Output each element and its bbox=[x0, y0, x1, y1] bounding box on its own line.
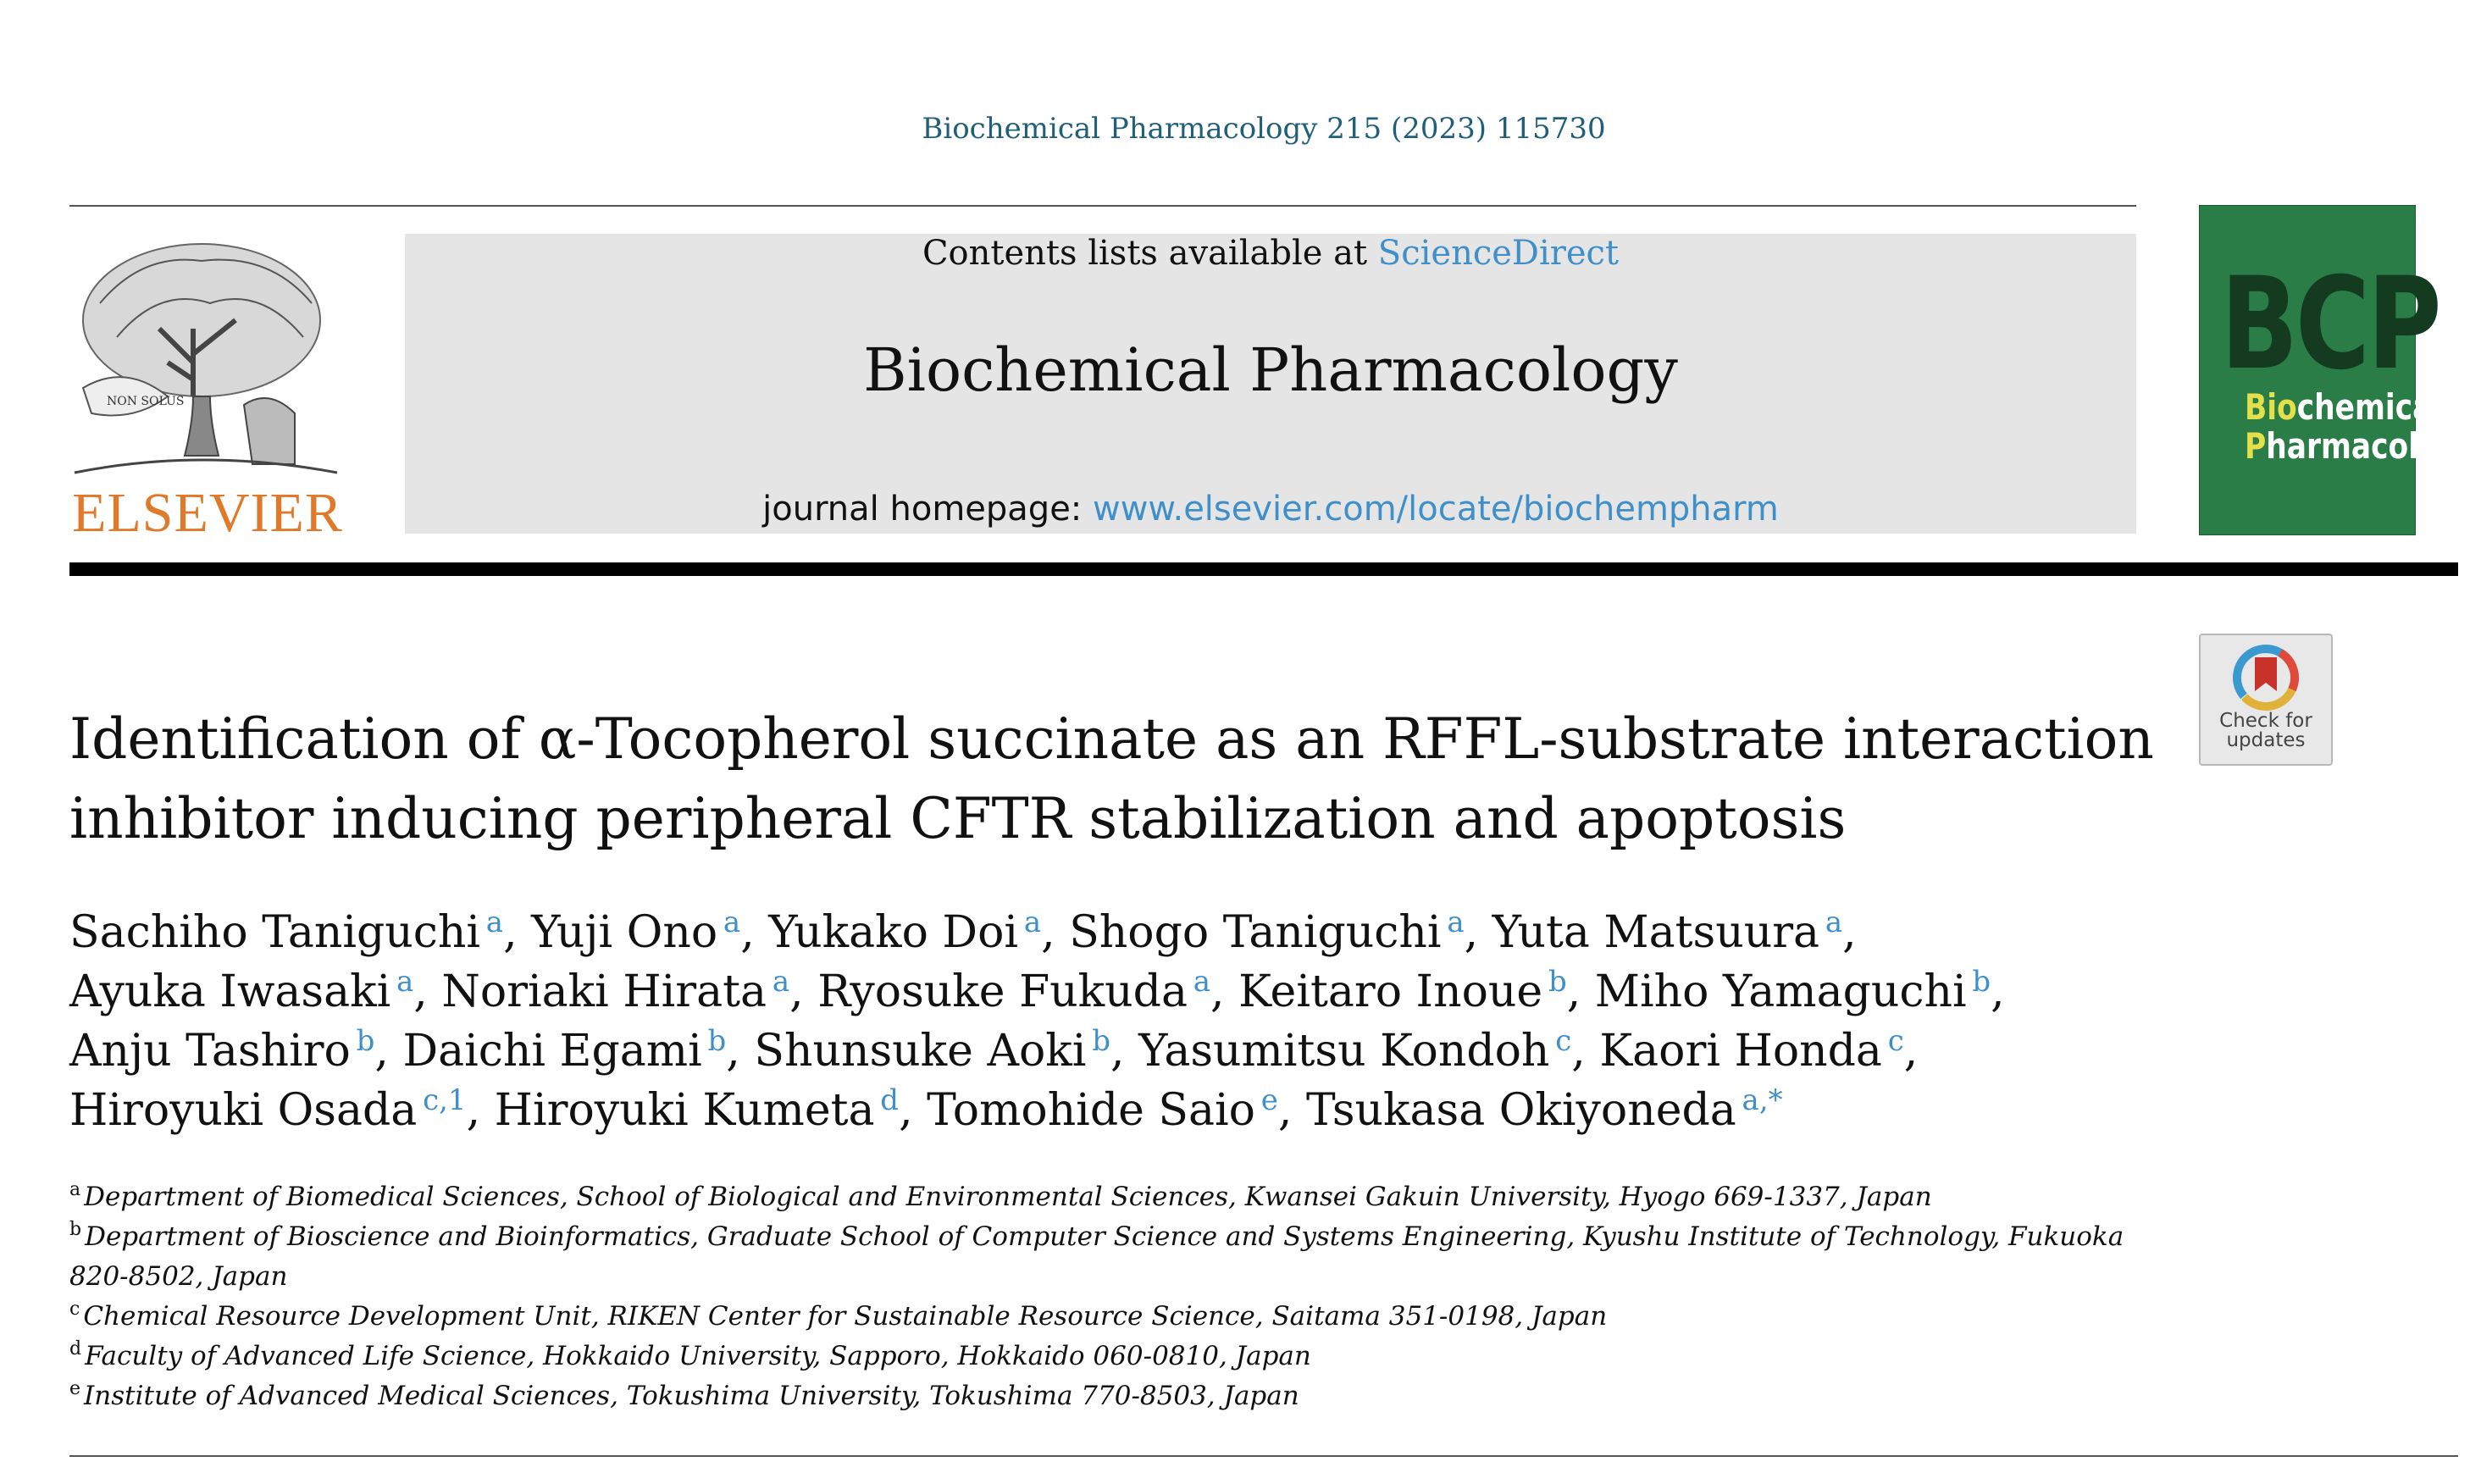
author-affiliation-marker[interactable]: a bbox=[1441, 905, 1465, 939]
affiliation-label: b bbox=[69, 1219, 82, 1240]
journal-name: Biochemical Pharmacology bbox=[863, 335, 1678, 405]
author[interactable] bbox=[1306, 1085, 1783, 1136]
article-title: Identification of α-Tocopherol succinate as an RFFL-substrate interaction inhibitor inducing peripheral CFTR stabilization and apoptosis bbox=[69, 706, 2154, 851]
author-name[interactable]: Ayuka Iwasaki bbox=[69, 966, 391, 1017]
crossmark-icon bbox=[2201, 635, 2331, 715]
author-affiliation-marker[interactable]: c bbox=[1549, 1024, 1572, 1058]
author[interactable]: Kaori Honda $^c$, bbox=[1599, 1024, 1919, 1077]
cover-acronym: BCP bbox=[2220, 251, 2439, 398]
author-affiliation-marker[interactable]: d bbox=[874, 1083, 900, 1117]
author[interactable]: Shogo Taniguchi $^a$, bbox=[1069, 905, 1479, 958]
crossmark-line2: updates bbox=[2226, 729, 2306, 751]
author[interactable]: Ryosuke Fukuda $^a$, bbox=[817, 965, 1225, 1017]
author-affiliation-marker[interactable]: a bbox=[1819, 905, 1843, 939]
contents-prefix: Contents lists available at bbox=[922, 234, 1378, 273]
sciencedirect-link[interactable]: ScienceDirect bbox=[1377, 234, 1620, 273]
affiliation-item bbox=[69, 1217, 2136, 1297]
bottom-divider bbox=[69, 1455, 2458, 1457]
author-name[interactable]: Shunsuke Aoki bbox=[754, 1026, 1087, 1077]
author-affiliation-marker[interactable]: b bbox=[1086, 1024, 1111, 1058]
author-affiliation-marker[interactable]: b bbox=[1542, 965, 1567, 999]
author[interactable]: Hiroyuki Osada $^{c,1}$, bbox=[69, 1083, 481, 1136]
affiliation-label: a bbox=[69, 1179, 81, 1200]
author-name[interactable]: Sachiho Taniguchi bbox=[69, 907, 480, 958]
author-name[interactable]: Ryosuke Fukuda bbox=[817, 966, 1188, 1017]
author-name[interactable]: Miho Yamaguchi bbox=[1594, 966, 1967, 1017]
check-for-updates-label bbox=[2199, 712, 2333, 750]
author-name[interactable]: Anju Tashiro bbox=[69, 1026, 351, 1077]
header-divider bbox=[69, 562, 2458, 576]
author-name[interactable]: Yuta Matsuura bbox=[1492, 907, 1820, 958]
author-affiliation-marker[interactable]: a bbox=[767, 965, 790, 999]
journal-homepage bbox=[405, 490, 2136, 529]
author[interactable]: Yuta Matsuura $^a$, bbox=[1492, 905, 1857, 958]
affiliation-item bbox=[69, 1177, 2136, 1217]
author[interactable]: Sachiho Taniguchi $^a$, bbox=[69, 905, 518, 958]
svg-text:NON SOLUS: NON SOLUS bbox=[107, 395, 185, 408]
author-name[interactable]: Shogo Taniguchi bbox=[1069, 907, 1442, 958]
author-name[interactable]: Hiroyuki Kumeta bbox=[494, 1085, 875, 1136]
author[interactable]: Anju Tashiro $^b$, bbox=[69, 1024, 389, 1077]
elsevier-wordmark[interactable]: ELSEVIER bbox=[72, 482, 343, 544]
author[interactable]: Hiroyuki Kumeta $^d$, bbox=[494, 1083, 913, 1136]
affiliation-text: Faculty of Advanced Life Science, Hokkaido University, Sapporo, Hokkaido 060-0810, Japan bbox=[85, 1341, 1311, 1371]
cover-title-highlight-1: Bio bbox=[2245, 386, 2297, 428]
author[interactable]: Daichi Egami $^b$, bbox=[402, 1024, 740, 1077]
author-affiliation-marker[interactable]: c bbox=[1881, 1024, 1904, 1058]
author-affiliation-marker[interactable]: b bbox=[1966, 965, 1991, 999]
affiliation-label: c bbox=[69, 1298, 80, 1320]
author-name[interactable]: Hiroyuki Osada bbox=[69, 1085, 418, 1136]
affiliation-text: Department of Bioscience and Bioinformatics, Graduate School of Computer Science and Systems Engineering, Kyushu Institute of Technology, Fukuoka 820-8502, Japan bbox=[69, 1221, 2124, 1292]
author[interactable]: Yuji Ono $^a$, bbox=[531, 905, 755, 958]
author-name[interactable]: Kaori Honda bbox=[1599, 1026, 1882, 1077]
author-affiliation-marker[interactable]: a bbox=[717, 905, 741, 939]
crossmark-line1: Check for bbox=[2219, 710, 2312, 732]
author-affiliation-marker[interactable]: e bbox=[1254, 1083, 1278, 1117]
author[interactable]: Yukako Doi $^a$, bbox=[768, 905, 1055, 958]
homepage-prefix: journal homepage: bbox=[762, 490, 1093, 529]
affiliation-label: d bbox=[69, 1338, 82, 1359]
affiliation-text: Chemical Resource Development Unit, RIKEN Center for Sustainable Resource Science, Saitama 351-0198, Japan bbox=[83, 1301, 1608, 1332]
author-affiliation-marker[interactable]: a,* bbox=[1736, 1083, 1783, 1117]
cover-title-highlight-2: P bbox=[2245, 425, 2267, 467]
author-name[interactable]: Keitaro Inoue bbox=[1238, 966, 1543, 1017]
author-affiliation-marker[interactable]: b bbox=[350, 1024, 375, 1058]
author[interactable]: Noriaki Hirata $^a$, bbox=[441, 965, 804, 1017]
author[interactable]: Shunsuke Aoki $^b$, bbox=[754, 1024, 1125, 1077]
author[interactable]: Ayuka Iwasaki $^a$, bbox=[69, 965, 428, 1017]
author-name[interactable]: Yuji Ono bbox=[531, 907, 718, 958]
cover-title-rest-1: chemical bbox=[2296, 386, 2443, 428]
affiliation-item bbox=[69, 1376, 2136, 1416]
affiliation-item bbox=[69, 1297, 2136, 1337]
author-name[interactable]: Tomohide Saio bbox=[927, 1085, 1255, 1136]
author[interactable]: Miho Yamaguchi $^b$, bbox=[1594, 965, 2005, 1017]
affiliation-label: e bbox=[69, 1378, 81, 1399]
author[interactable]: Tomohide Saio $^e$, bbox=[927, 1083, 1293, 1136]
author-name[interactable]: Yukako Doi bbox=[768, 907, 1019, 958]
author[interactable]: Yasumitsu Kondoh $^c$, bbox=[1138, 1024, 1586, 1077]
cover-title bbox=[2245, 386, 2478, 467]
author[interactable]: Keitaro Inoue $^b$, bbox=[1238, 965, 1581, 1017]
top-divider bbox=[69, 205, 2136, 207]
cover-title-rest-2: harmacology bbox=[2266, 425, 2478, 467]
author-affiliation-marker[interactable]: a bbox=[480, 905, 504, 939]
affiliation-text: Department of Biomedical Sciences, School of Biological and Environmental Sciences, Kwansei Gakuin University, Hyogo 669-1337, Japan bbox=[84, 1182, 1932, 1212]
affiliation-text: Institute of Advanced Medical Sciences, Tokushima University, Tokushima 770-8503, Japan bbox=[84, 1381, 1299, 1411]
journal-citation[interactable]: Biochemical Pharmacology 215 (2023) 115730 bbox=[922, 112, 1606, 146]
homepage-link[interactable]: www.elsevier.com/locate/biochempharm bbox=[1093, 490, 1779, 529]
author-list bbox=[69, 903, 2170, 1140]
author-affiliation-marker[interactable]: a bbox=[1187, 965, 1211, 999]
author-name[interactable]: Daichi Egami bbox=[402, 1026, 702, 1077]
author-affiliation-marker[interactable]: a bbox=[390, 965, 414, 999]
author-name[interactable]: Yasumitsu Kondoh bbox=[1138, 1026, 1550, 1077]
author-name[interactable]: Noriaki Hirata bbox=[441, 966, 767, 1017]
author-name[interactable]: Tsukasa Okiyoneda bbox=[1305, 1085, 1736, 1136]
affiliation-item bbox=[69, 1337, 2136, 1376]
author-affiliation-marker[interactable]: a bbox=[1018, 905, 1042, 939]
author-affiliation-marker[interactable]: b bbox=[701, 1024, 727, 1058]
author-affiliation-marker[interactable]: c,1 bbox=[417, 1083, 467, 1117]
affiliation-list bbox=[69, 1177, 2136, 1416]
contents-availability bbox=[405, 234, 2136, 273]
